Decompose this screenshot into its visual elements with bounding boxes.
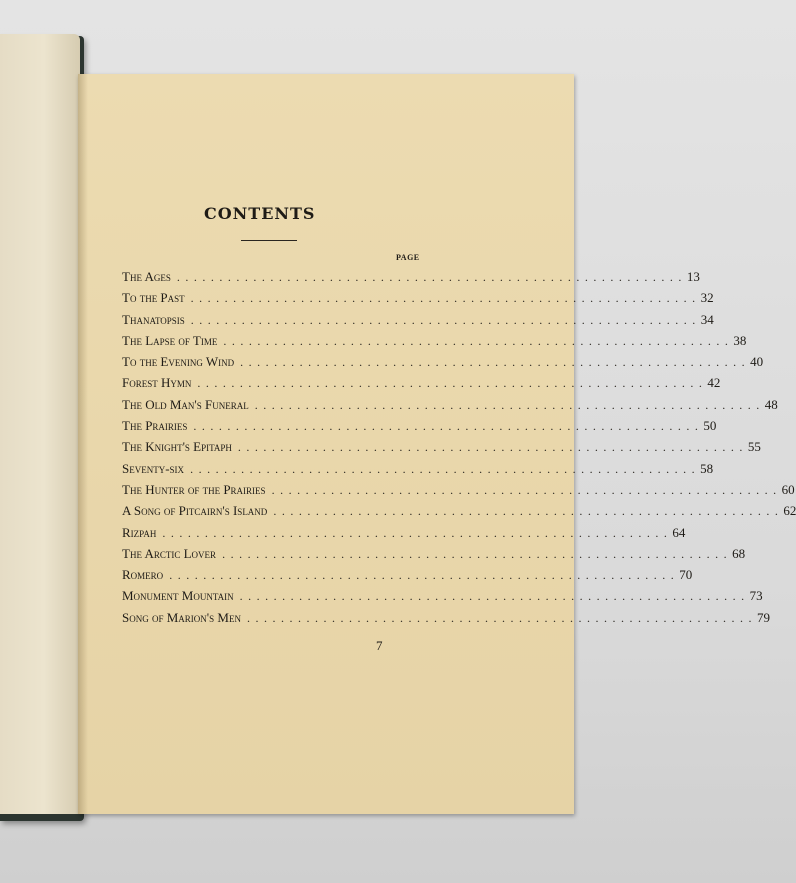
- toc-leader-dots: ............................................................: [190, 461, 701, 476]
- toc-entry: [122, 287, 714, 308]
- toc-entry-page: 79: [756, 609, 770, 625]
- toc-leader-dots: ............................................................: [239, 589, 750, 604]
- page-number: 7: [376, 638, 383, 653]
- toc-entry-page: 73: [749, 588, 763, 604]
- toc-entry-title: Monument Mountain: [122, 588, 234, 604]
- toc-leader-dots: ............................................................: [190, 312, 701, 327]
- toc-leader-dots: ............................................................: [176, 270, 687, 284]
- contents-heading: CONTENTS: [204, 204, 316, 223]
- toc-leader-dots: ............................................................: [197, 376, 708, 391]
- toc-entry-page: 48: [764, 396, 778, 412]
- toc-entry: [122, 372, 721, 393]
- toc-entry-page: 68: [732, 545, 746, 561]
- toc-entry-page: 34: [700, 311, 714, 327]
- toc-entry-page: 62: [783, 503, 796, 519]
- toc-entry-title: The Ages: [122, 269, 171, 284]
- toc-entry-title: The Lapse of Time: [122, 332, 218, 348]
- toc-entry-page: 50: [703, 418, 717, 434]
- toc-entry: [122, 351, 764, 372]
- toc-entry-page: 58: [700, 460, 714, 476]
- toc-entry-title: Forest Hymn: [122, 375, 192, 391]
- toc-entry: [122, 607, 770, 628]
- gutter-shadow: [78, 74, 88, 814]
- toc-leader-dots: ............................................................: [162, 525, 673, 540]
- toc-entry: [122, 458, 714, 479]
- toc-entry-page: 64: [672, 524, 686, 540]
- left-page: [0, 34, 80, 814]
- toc-leader-dots: ............................................................: [193, 419, 704, 434]
- toc-entry-page: 42: [707, 375, 721, 391]
- toc-entry-page: 55: [747, 439, 761, 455]
- contents-page: [78, 74, 796, 814]
- toc-entry-title: Rizpah: [122, 524, 157, 540]
- toc-entry-page: 13: [686, 269, 700, 284]
- toc-entry-title: The Prairies: [122, 418, 188, 434]
- toc-entry-page: 70: [679, 567, 693, 583]
- toc-entry-title: To the Past: [122, 290, 185, 306]
- toc-leader-dots: ............................................................: [169, 568, 680, 583]
- toc-entry: [122, 479, 795, 500]
- toc-entry-title: Seventy-six: [122, 460, 185, 476]
- toc-leader-dots: ............................................................: [254, 397, 765, 412]
- toc-leader-dots: ............................................................: [223, 333, 734, 348]
- toc-entry: [122, 585, 763, 606]
- table-of-contents: [122, 266, 796, 628]
- toc-leader-dots: ............................................................: [271, 482, 782, 497]
- toc-entry: [122, 522, 686, 543]
- toc-entry: [122, 394, 778, 415]
- toc-entry: [122, 436, 761, 457]
- toc-entry-title: Romero: [122, 567, 164, 583]
- toc-entry-title: A Song of Pitcairn's Island: [122, 503, 268, 519]
- toc-entry: [122, 564, 693, 585]
- toc-leader-dots: ............................................................: [222, 546, 733, 561]
- toc-entry-title: The Old Man's Funeral: [122, 396, 249, 412]
- toc-entry-title: To the Evening Wind: [122, 354, 235, 370]
- toc-leader-dots: ............................................................: [237, 440, 748, 455]
- toc-entry-title: The Knight's Epitaph: [122, 439, 232, 455]
- toc-entry: [122, 500, 796, 521]
- toc-entry-title: The Hunter of the Prairies: [122, 481, 266, 497]
- toc-entry: [122, 330, 747, 351]
- toc-leader-dots: ............................................................: [190, 291, 701, 306]
- toc-entry-title: Thanatopsis: [122, 311, 185, 327]
- toc-entry: [122, 309, 714, 330]
- toc-entry-page: 32: [700, 290, 714, 306]
- heading-rule: [241, 240, 297, 241]
- toc-entry: [122, 266, 700, 287]
- toc-entry-title: The Arctic Lover: [122, 545, 217, 561]
- toc-leader-dots: ............................................................: [246, 610, 757, 625]
- toc-entry-page: 40: [750, 354, 764, 370]
- toc-entry: [122, 543, 746, 564]
- toc-entry-page: 38: [733, 332, 747, 348]
- toc-entry-title: Song of Marion's Men: [122, 609, 241, 625]
- toc-entry: [122, 415, 717, 436]
- toc-leader-dots: ............................................................: [273, 504, 784, 519]
- page-column-label: PAGE: [396, 253, 420, 262]
- toc-leader-dots: ............................................................: [240, 355, 751, 370]
- toc-entry-page: 60: [781, 481, 795, 497]
